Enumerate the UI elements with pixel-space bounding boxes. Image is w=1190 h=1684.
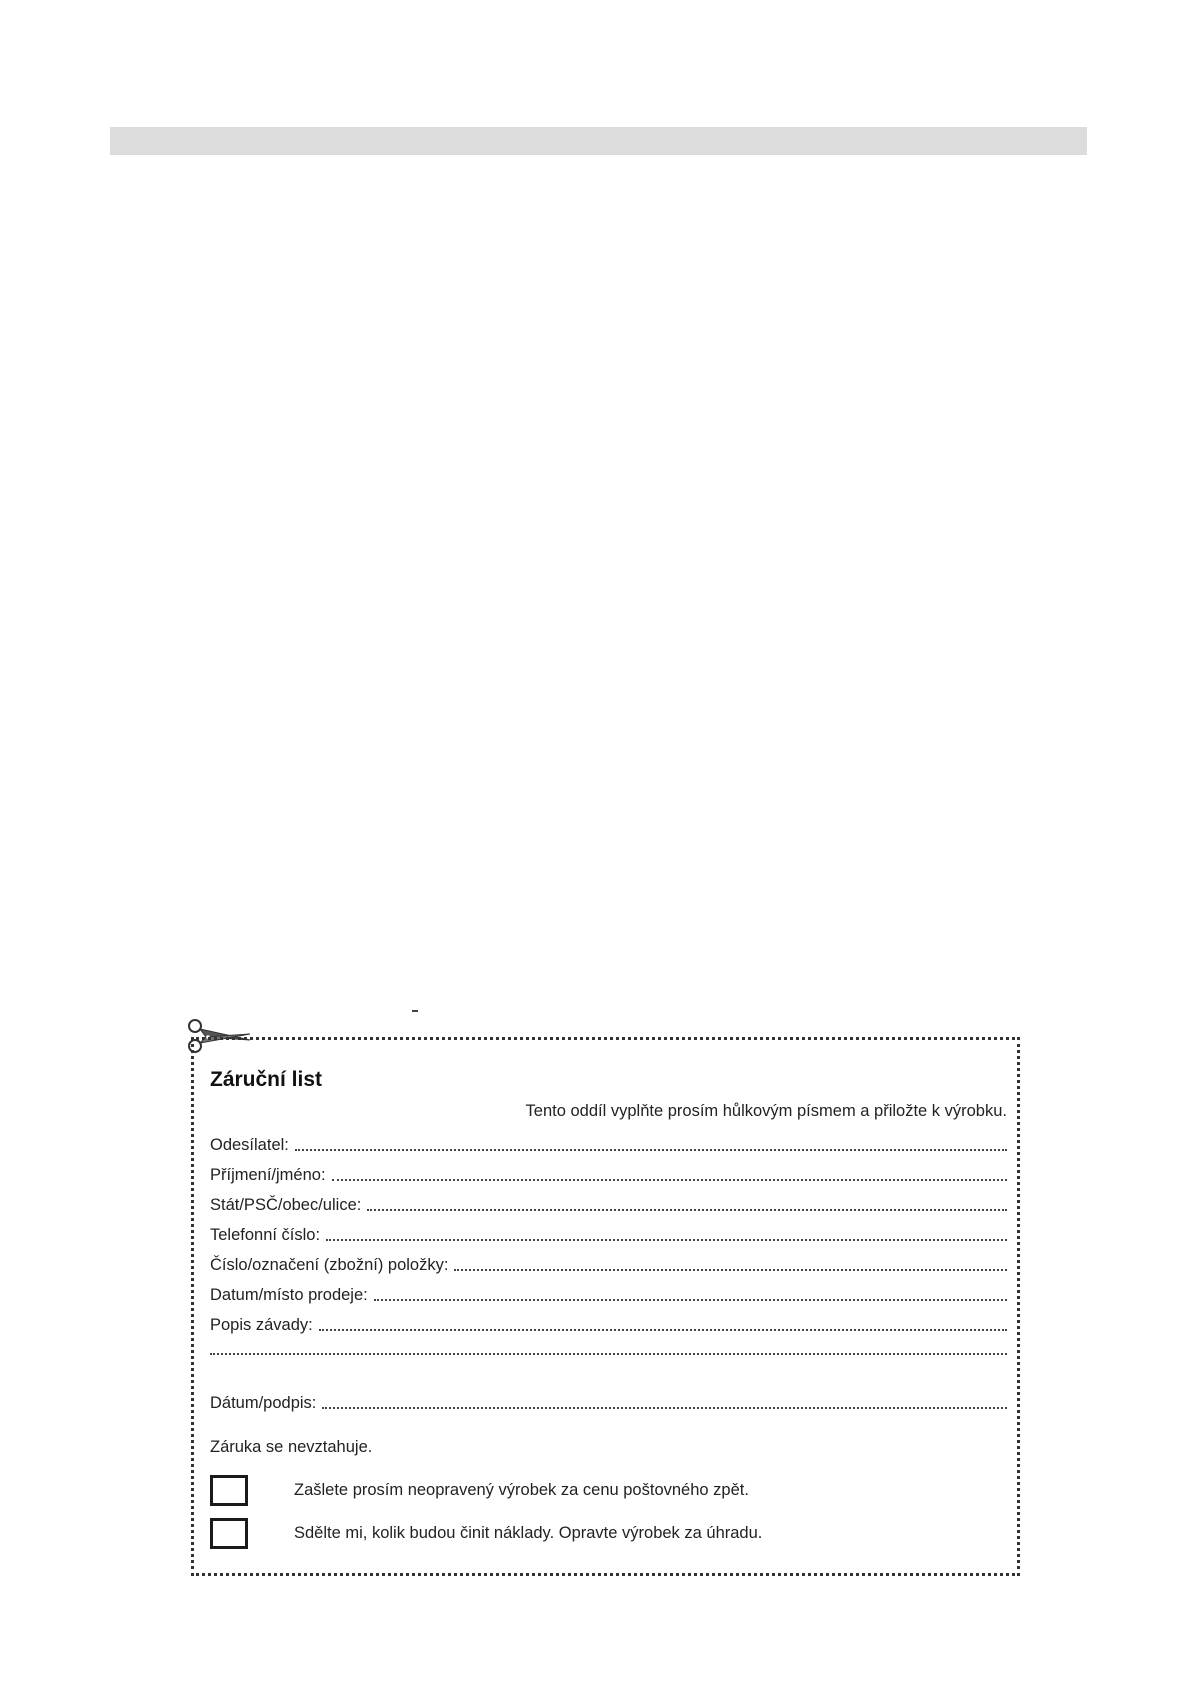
phone-field[interactable] bbox=[210, 1223, 1007, 1245]
field-line[interactable] bbox=[319, 1329, 1007, 1331]
field-line[interactable] bbox=[374, 1299, 1007, 1301]
field-label: Příjmení/jméno: bbox=[210, 1166, 326, 1184]
checkbox[interactable] bbox=[210, 1475, 248, 1506]
option-return-unrepaired[interactable] bbox=[210, 1475, 1007, 1511]
field-line[interactable] bbox=[454, 1269, 1007, 1271]
option-repair-for-fee[interactable] bbox=[210, 1518, 1007, 1554]
coupon-title: Záruční list bbox=[210, 1068, 323, 1091]
header-band bbox=[110, 127, 1087, 155]
field-label: Dátum/podpis: bbox=[210, 1394, 317, 1412]
signature-field[interactable] bbox=[210, 1391, 1007, 1413]
field-label: Popis závady: bbox=[210, 1316, 313, 1334]
item-number-field[interactable] bbox=[210, 1253, 1007, 1275]
print-mark bbox=[412, 1010, 418, 1012]
defect-continuation-line[interactable] bbox=[210, 1353, 1007, 1355]
defect-field[interactable] bbox=[210, 1313, 1007, 1335]
field-label: Stát/PSČ/obec/ulice: bbox=[210, 1196, 362, 1214]
warranty-coupon bbox=[191, 1037, 1020, 1576]
sender-field[interactable] bbox=[210, 1133, 1007, 1155]
address-field[interactable] bbox=[210, 1193, 1007, 1215]
field-label: Odesílatel: bbox=[210, 1136, 289, 1154]
checkbox[interactable] bbox=[210, 1518, 248, 1549]
field-line[interactable] bbox=[326, 1239, 1007, 1241]
name-field[interactable] bbox=[210, 1163, 1007, 1185]
field-line[interactable] bbox=[322, 1407, 1007, 1409]
coupon-instruction: Tento oddíl vyplňte prosím hůlkovým písmem a přiložte k výrobku. bbox=[525, 1102, 1007, 1120]
field-label: Telefonní číslo: bbox=[210, 1226, 321, 1244]
field-line[interactable] bbox=[295, 1149, 1007, 1151]
option-label: Zašlete prosím neopravený výrobek za cenu poštovného zpět. bbox=[294, 1481, 749, 1499]
field-label: Datum/místo prodeje: bbox=[210, 1286, 368, 1304]
purchase-date-field[interactable] bbox=[210, 1283, 1007, 1305]
field-label: Číslo/označení (zbožní) položky: bbox=[210, 1256, 449, 1274]
field-line[interactable] bbox=[332, 1179, 1007, 1181]
warranty-note: Záruka se nevztahuje. bbox=[210, 1438, 373, 1456]
option-label: Sdělte mi, kolik budou činit náklady. Opravte výrobek za úhradu. bbox=[294, 1524, 763, 1542]
field-line[interactable] bbox=[367, 1209, 1007, 1211]
